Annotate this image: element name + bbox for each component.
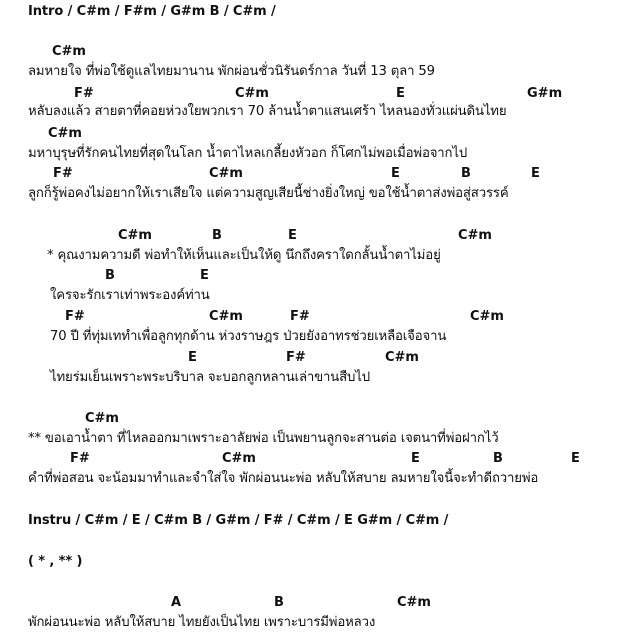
chord: C#m [385, 350, 419, 365]
intro-label: Intro [28, 4, 64, 19]
chord: B [493, 451, 503, 466]
lyric-line: ลมหายใจ ที่พ่อใช้ดูแลไทยมานาน พักผ่อนชั่วนิรันดร์กาล วันที่ 13 ตุลา 59 [28, 64, 435, 79]
lyric-line: ** ขอเอาน้ำตา ที่ไหลออกมาเพราะอาลัยพ่อ เป็นพยานลูกจะสานต่อ เจตนาที่พ่อฝากไว้ [28, 431, 499, 446]
chord: F# [53, 166, 73, 181]
intro-line [28, 4, 276, 20]
chord: B [461, 166, 471, 181]
chord: C#m [397, 595, 431, 610]
chord: C#m [458, 228, 492, 243]
chord: C#m [52, 44, 86, 59]
lyric-line: คำที่พ่อสอน จะน้อมมาทำและจำใส่ใจ พักผ่อนนะพ่อ หลับให้สบาย ลมหายใจนี้จะทำดีถวายพ่อ [28, 471, 539, 486]
chord: E [188, 350, 197, 365]
intro-progression: / C#m / F#m / G#m B / C#m / [63, 4, 276, 19]
chord: E [571, 451, 580, 466]
lyric-line: ใครจะรักเราเท่าพระองค์ท่าน [50, 288, 210, 303]
lyric-line: มหาบุรุษที่รักคนไทยที่สุดในโลก น้ำตาไหลเกลี้ยงหัวอก ก็โศกไม่พอเมื่อพ่อจากไป [28, 146, 468, 161]
chord: C#m [235, 86, 269, 101]
lyric-line: พักผ่อนนะพ่อ หลับให้สบาย ไทยยังเป็นไทย เพราะบารมีพ่อหลวง [28, 615, 376, 630]
instru-line [28, 513, 448, 529]
chord: B [105, 268, 115, 283]
chord: E [396, 86, 405, 101]
chord: C#m [222, 451, 256, 466]
chord: C#m [85, 411, 119, 426]
chord: C#m [209, 166, 243, 181]
chord: B [274, 595, 284, 610]
lyric-line: 70 ปี ที่ทุ่มเททำเพื่อลูกทุกด้าน ห่วงราษฎร ป่วยยังอาทรช่วยเหลือเจือจาน [50, 329, 447, 344]
lyric-line: ลูกก็รู้พ่อคงไม่อยากให้เราเสียใจ แต่ความสูญเสียนี้ช่างยิ่งใหญ่ ขอใช้น้ำตาส่งพ่อสู่สวรรค์ [28, 186, 509, 201]
chord: F# [74, 86, 94, 101]
chord: E [288, 228, 297, 243]
chord: B [212, 228, 222, 243]
chord: C#m [118, 228, 152, 243]
chord: E [411, 451, 420, 466]
chord: C#m [48, 126, 82, 141]
repeat-marker: ( * , ** ) [28, 554, 83, 569]
chord: F# [290, 309, 310, 324]
chord: F# [65, 309, 85, 324]
chord: G#m [527, 86, 563, 101]
lyric-line: หลับลงแล้ว สายตาที่คอยห่วงใยพวกเรา 70 ล้านน้ำตาแสนเศร้า ไหลนองทั่วแผ่นดินไทย [28, 104, 507, 119]
lyric-line: ไทยร่มเย็นเพราะพระบริบาล จะบอกลูกหลานเล่าขานสืบไป [50, 370, 370, 385]
instru-label: Instru [28, 513, 72, 528]
chord: C#m [470, 309, 504, 324]
lyric-line: * คุณงามความดี พ่อทำให้เห็นและเป็นให้ดู นึกถึงคราใดกลั้นน้ำตาไม่อยู่ [47, 248, 441, 263]
chord: F# [70, 451, 90, 466]
chord: E [391, 166, 400, 181]
chord: E [200, 268, 209, 283]
instru-progression: / C#m / E / C#m B / G#m / F# / C#m / E G#m / C#m / [71, 513, 449, 528]
chord: C#m [209, 309, 243, 324]
chord: A [171, 595, 182, 610]
chord: F# [286, 350, 306, 365]
chord: E [531, 166, 540, 181]
